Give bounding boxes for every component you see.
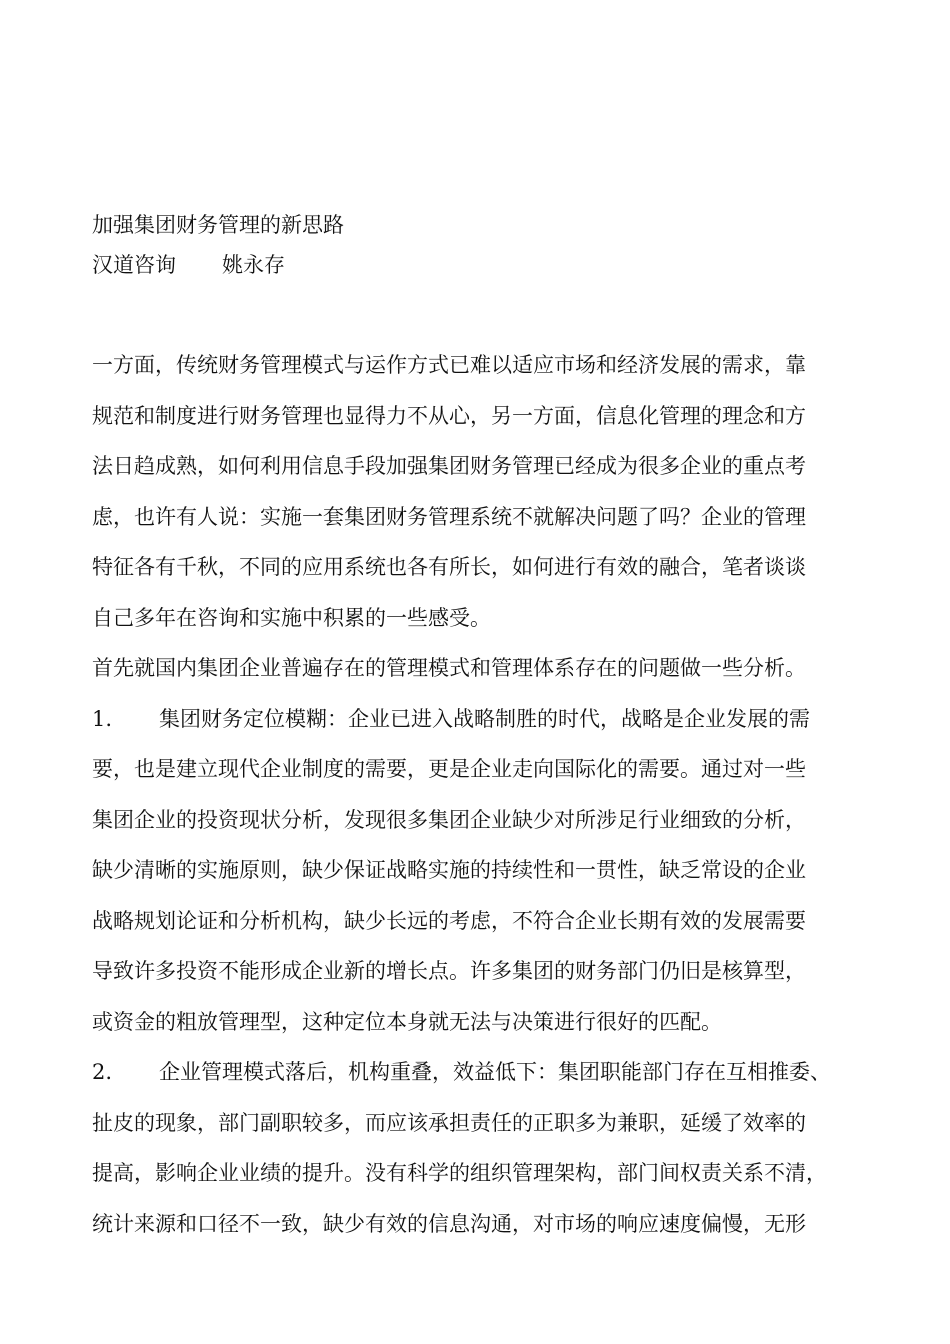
intro-line: 特征各有千秋，不同的应用系统也各有所长，如何进行有效的融合，笔者谈谈	[92, 555, 806, 579]
item-line: 扯皮的现象，部门副职较多，而应该承担责任的正职多为兼职，延缓了效率的	[92, 1110, 806, 1135]
intro-paragraph	[92, 340, 862, 643]
author-name: 姚永存	[222, 253, 285, 277]
item-line: 要，也是建立现代企业制度的需要，更是企业走向国际化的需要。通过对一些	[92, 757, 806, 781]
document-body	[92, 205, 862, 1249]
author-org: 汉道咨询	[92, 253, 176, 277]
item-line: 提高，影响企业业绩的提升。没有科学的组织管理架构，部门间权责关系不清，	[92, 1161, 827, 1185]
item-number: 1.	[92, 706, 113, 731]
item-first-line	[92, 1047, 862, 1098]
numbered-item-1	[92, 694, 862, 1048]
intro-line: 虑，也许有人说：实施一套集团财务管理系统不就解决问题了吗？企业的管理	[92, 504, 806, 529]
item-heading-text: 企业管理模式落后，机构重叠，效益低下：集团职能部门存在互相推委、	[159, 1060, 831, 1084]
document-title: 加强集团财务管理的新思路	[92, 213, 344, 237]
item-number: 2.	[92, 1060, 113, 1084]
item-heading-text: 集团财务定位模糊：企业已进入战略制胜的时代，战略是企业发展的需	[159, 706, 810, 731]
analysis-intro: 首先就国内集团企业普遍存在的管理模式和管理体系存在的问题做一些分析。	[92, 656, 806, 680]
item-line: 导致许多投资不能形成企业新的增长点。许多集团的财务部门仍旧是核算型，	[92, 959, 806, 983]
item-line: 缺少清晰的实施原则，缺少保证战略实施的持续性和一贯性，缺乏常设的企业	[92, 858, 806, 882]
author-line	[92, 245, 862, 293]
intro-line: 一方面，传统财务管理模式与运作方式已难以适应市场和经济发展的需求，靠	[92, 353, 806, 377]
item-line: 战略规划论证和分析机构，缺少长远的考虑，不符合企业长期有效的发展需要	[92, 908, 806, 933]
item-line: 集团企业的投资现状分析，发现很多集团企业缺少对所涉足行业细致的分析，	[92, 807, 806, 832]
numbered-item-2	[92, 1047, 862, 1249]
item-first-line	[92, 694, 862, 745]
intro-line: 自己多年在咨询和实施中积累的一些感受。	[92, 605, 491, 630]
intro-line: 法日趋成熟，如何利用信息手段加强集团财务管理已经成为很多企业的重点考	[92, 454, 806, 478]
item-line: 统计来源和口径不一致，缺少有效的信息沟通，对市场的响应速度偏慢，无形	[92, 1211, 806, 1236]
intro-line: 规范和制度进行财务管理也显得力不从心，另一方面，信息化管理的理念和方	[92, 403, 806, 428]
item-line: 或资金的粗放管理型，这种定位本身就无法与决策进行很好的匹配。	[92, 1009, 722, 1034]
